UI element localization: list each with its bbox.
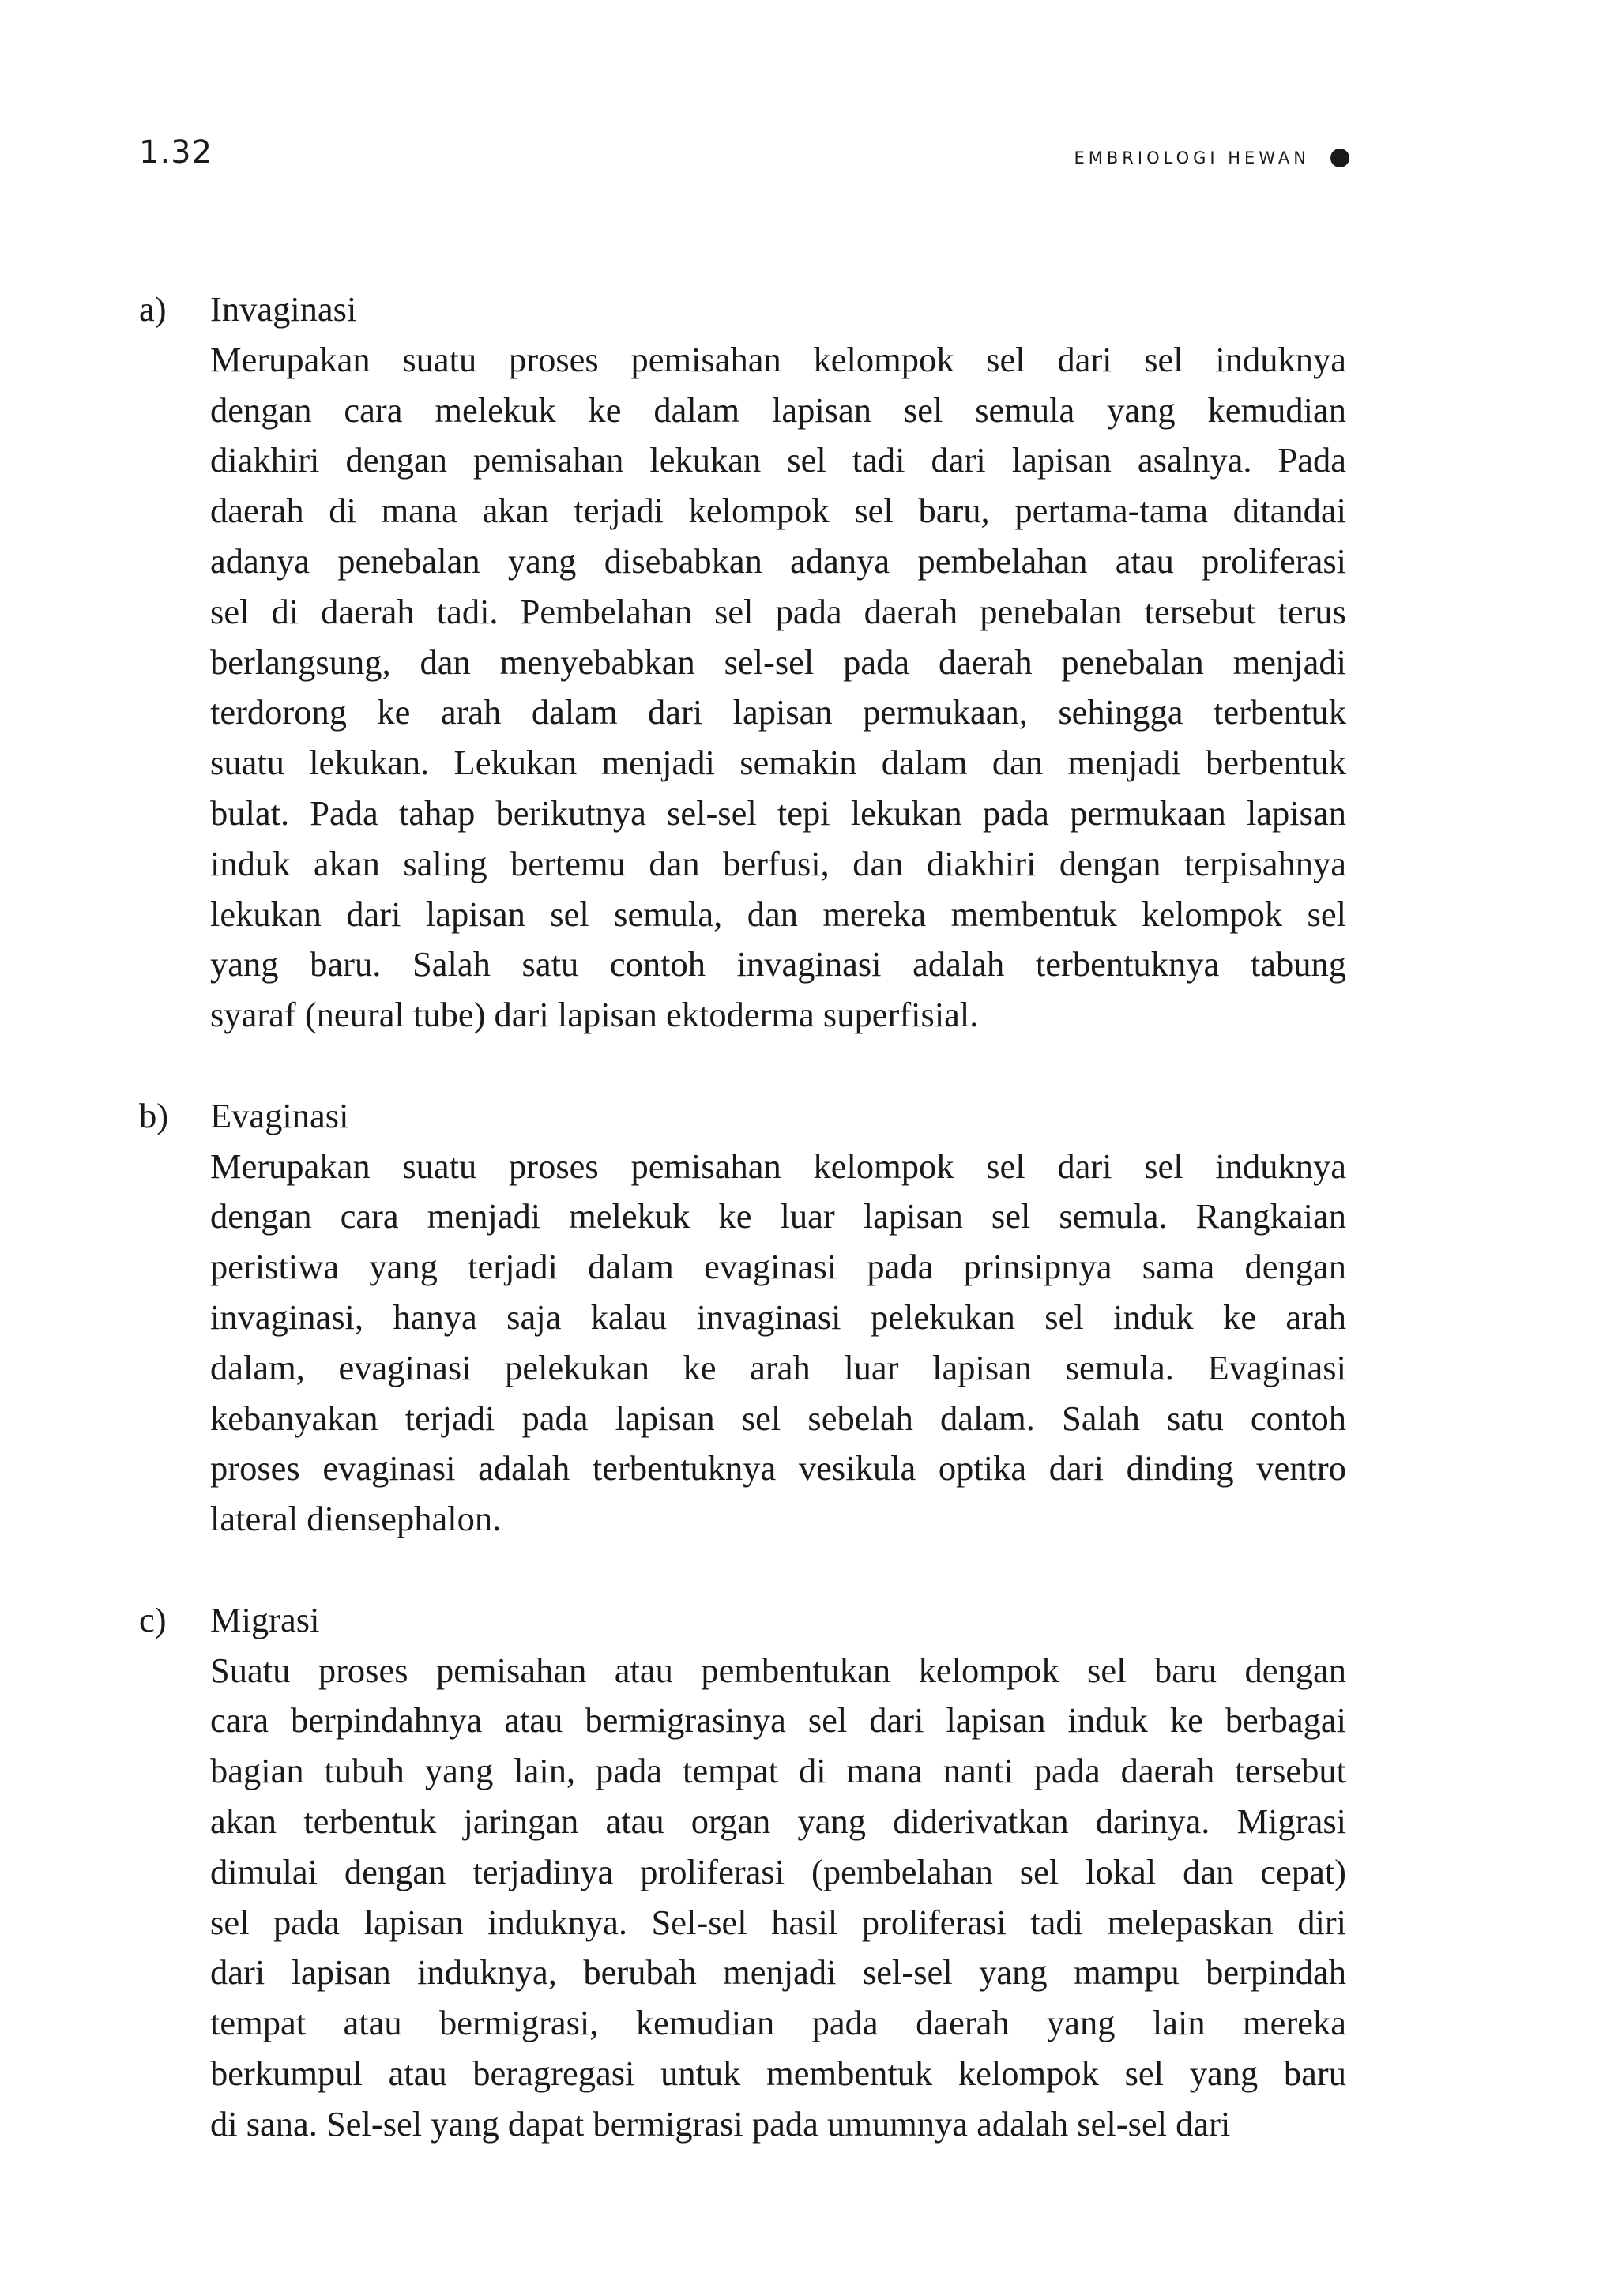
text-line: invaginasi, hanya saja kalau invaginasi pelekukan sel induk ke arah xyxy=(210,1297,1346,1337)
body-content xyxy=(139,284,1346,2149)
text-line: diakhiri dengan pemisahan lekukan sel tadi dari lapisan asalnya. Pada xyxy=(210,440,1346,480)
section-term: Evaginasi xyxy=(210,1095,349,1135)
section-term: Migrasi xyxy=(210,1599,320,1639)
text-line: berlangsung, dan menyebabkan sel-sel pada daerah penebalan menjadi xyxy=(210,642,1346,682)
list-marker: a) xyxy=(139,289,167,329)
text-line: dalam, evaginasi pelekukan ke arah luar lapisan semula. Evaginasi xyxy=(210,1347,1346,1387)
text-line: akan terbentuk jaringan atau organ yang diderivatkan darinya. Migrasi xyxy=(210,1801,1346,1841)
text-line: suatu lekukan. Lekukan menjadi semakin dalam dan menjadi berbentuk xyxy=(210,743,1346,783)
text-line: di sana. Sel-sel yang dapat bermigrasi pada umumnya adalah sel-sel dari xyxy=(210,2103,1231,2144)
text-line: bulat. Pada tahap berikutnya sel-sel tepi lekukan pada permukaan lapisan xyxy=(210,792,1346,833)
section-paragraph xyxy=(210,1646,1346,2150)
text-line: terdorong ke arah dalam dari lapisan permukaan, sehingga terbentuk xyxy=(210,692,1346,732)
text-line: induk akan saling bertemu dan berfusi, dan diakhiri dengan terpisahnya xyxy=(210,843,1346,883)
running-title: embriologi hewan xyxy=(1074,142,1310,170)
page-number: 1.32 xyxy=(139,134,213,171)
text-line: dimulai dengan terjadinya proliferasi (pembelahan sel lokal dan cepat) xyxy=(210,1851,1346,1891)
text-line: daerah di mana akan terjadi kelompok sel baru, pertama-tama ditandai xyxy=(210,491,1346,531)
text-line: cara berpindahnya atau bermigrasinya sel dari lapisan induk ke berbagai xyxy=(210,1700,1346,1741)
section-evaginasi xyxy=(139,1091,1346,1545)
text-line: Merupakan suatu proses pemisahan kelompok sel dari sel induknya xyxy=(210,339,1346,379)
section-migrasi xyxy=(139,1595,1346,2150)
text-line: syaraf (neural tube) dari lapisan ektoderma superfisial. xyxy=(210,995,979,1035)
text-line: Suatu proses pemisahan atau pembentukan kelompok sel baru dengan xyxy=(210,1650,1346,1690)
bullet-dot-icon xyxy=(1330,149,1349,167)
text-line: dengan cara melekuk ke dalam lapisan sel semula yang kemudian xyxy=(210,390,1346,430)
section-invaginasi xyxy=(139,284,1346,1041)
section-term: Invaginasi xyxy=(210,289,357,329)
list-marker: c) xyxy=(139,1599,167,1639)
text-line: adanya penebalan yang disebabkan adanya pembelahan atau proliferasi xyxy=(210,540,1346,581)
text-line: bagian tubuh yang lain, pada tempat di mana nanti pada daerah tersebut xyxy=(210,1751,1346,1791)
text-line: sel di daerah tadi. Pembelahan sel pada daerah penebalan tersebut terus xyxy=(210,591,1346,631)
text-line: dari lapisan induknya, berubah menjadi sel-sel yang mampu berpindah xyxy=(210,1952,1346,1993)
text-line: yang baru. Salah satu contoh invaginasi adalah terbentuknya tabung xyxy=(210,944,1346,984)
text-line: proses evaginasi adalah terbentuknya vesikula optika dari dinding ventro xyxy=(210,1448,1346,1489)
text-line: tempat atau bermigrasi, kemudian pada daerah yang lain mereka xyxy=(210,2003,1346,2043)
section-paragraph xyxy=(210,335,1346,1041)
text-line: lateral diensephalon. xyxy=(210,1499,502,1539)
text-line: berkumpul atau beragregasi untuk membentuk kelompok sel yang baru xyxy=(210,2053,1346,2093)
text-line: sel pada lapisan induknya. Sel-sel hasil proliferasi tadi melepaskan diri xyxy=(210,1902,1346,1942)
text-line: lekukan dari lapisan sel semula, dan mereka membentuk kelompok sel xyxy=(210,894,1346,934)
list-marker: b) xyxy=(139,1095,169,1135)
text-line: kebanyakan terjadi pada lapisan sel sebelah dalam. Salah satu contoh xyxy=(210,1398,1346,1438)
text-line: dengan cara menjadi melekuk ke luar lapisan sel semula. Rangkaian xyxy=(210,1196,1346,1236)
text-line: Merupakan suatu proses pemisahan kelompok sel dari sel induknya xyxy=(210,1146,1346,1186)
text-line: peristiwa yang terjadi dalam evaginasi pada prinsipnya sama dengan xyxy=(210,1247,1346,1287)
page-header xyxy=(139,134,1349,182)
section-paragraph xyxy=(210,1142,1346,1545)
